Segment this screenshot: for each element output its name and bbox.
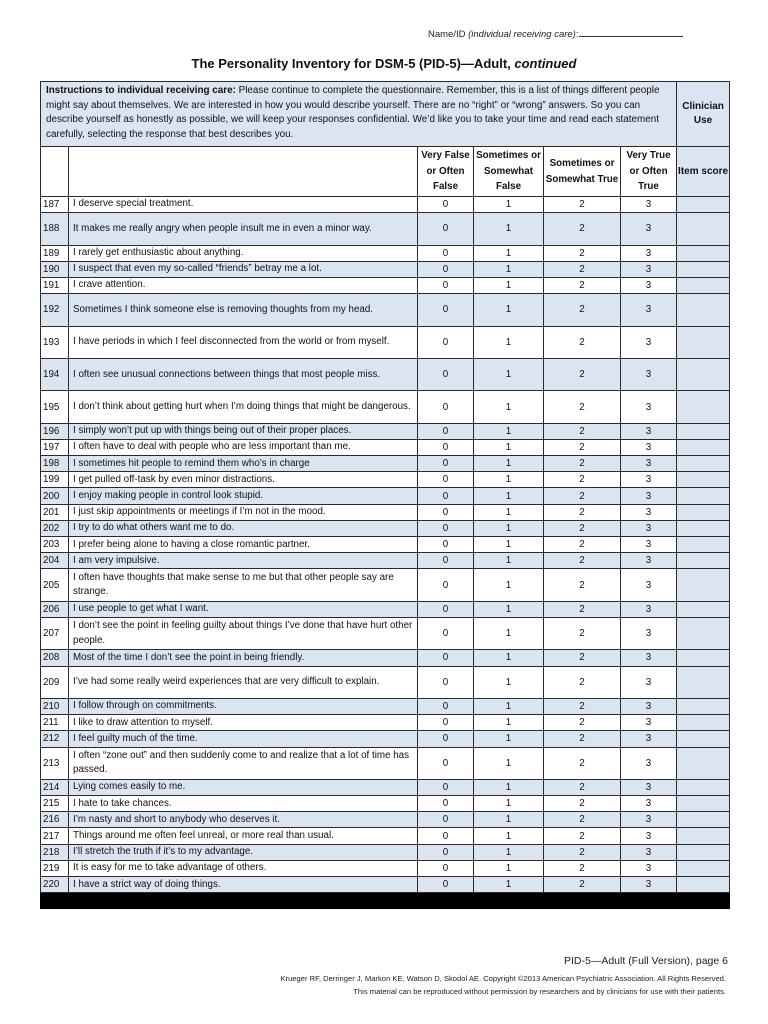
response-somewhat-true[interactable]: 2	[544, 666, 621, 698]
item-statement: I prefer being alone to having a close romantic partner.	[69, 537, 418, 553]
response-somewhat-true[interactable]: 2	[544, 812, 621, 828]
response-somewhat-false[interactable]: 1	[474, 747, 544, 779]
table-row	[41, 488, 730, 504]
col-header-item-score: Item score	[677, 147, 730, 197]
table-row	[41, 666, 730, 698]
item-statement: I often “zone out” and then suddenly come to and realize that a lot of time has passed.	[69, 747, 418, 779]
questionnaire-table	[40, 81, 730, 909]
item-score-cell[interactable]	[677, 358, 730, 390]
item-number: 192	[41, 294, 69, 326]
response-very-false[interactable]: 0	[418, 245, 474, 261]
response-somewhat-true[interactable]: 2	[544, 844, 621, 860]
table-row	[41, 698, 730, 714]
response-very-true[interactable]: 3	[621, 601, 677, 617]
item-number: 188	[41, 213, 69, 245]
item-score-cell[interactable]	[677, 520, 730, 536]
copyright-line: Krueger RF, Derringer J, Markon KE, Watson D, Skodol AE. Copyright ©2013 American Psychiatric Association. All Rights Reserved.	[280, 974, 726, 983]
table-row	[41, 294, 730, 326]
item-number: 189	[41, 245, 69, 261]
response-very-false[interactable]: 0	[418, 796, 474, 812]
response-somewhat-false[interactable]: 1	[474, 844, 544, 860]
questionnaire-body	[41, 197, 730, 893]
title-continued: continued	[514, 56, 577, 71]
response-somewhat-true[interactable]: 2	[544, 617, 621, 649]
item-number: 203	[41, 537, 69, 553]
item-number: 200	[41, 488, 69, 504]
item-score-cell[interactable]	[677, 698, 730, 714]
response-very-false[interactable]: 0	[418, 504, 474, 520]
response-very-false[interactable]: 0	[418, 391, 474, 423]
response-somewhat-true[interactable]: 2	[544, 261, 621, 277]
table-row	[41, 812, 730, 828]
response-somewhat-true[interactable]: 2	[544, 277, 621, 293]
col-header-very-true: Very True or Often True	[621, 147, 677, 197]
item-number: 213	[41, 747, 69, 779]
item-statement: I have periods in which I feel disconnected from the world or from myself.	[69, 326, 418, 358]
item-statement: Most of the time I don’t see the point in being friendly.	[69, 650, 418, 666]
response-very-true[interactable]: 3	[621, 617, 677, 649]
response-somewhat-false[interactable]: 1	[474, 294, 544, 326]
response-somewhat-false[interactable]: 1	[474, 877, 544, 893]
response-very-false[interactable]: 0	[418, 569, 474, 601]
response-somewhat-true[interactable]: 2	[544, 358, 621, 390]
table-row	[41, 650, 730, 666]
response-somewhat-true[interactable]: 2	[544, 569, 621, 601]
response-somewhat-false[interactable]: 1	[474, 666, 544, 698]
item-statement: I often see unusual connections between things that most people miss.	[69, 358, 418, 390]
response-very-true[interactable]: 3	[621, 520, 677, 536]
response-somewhat-true[interactable]: 2	[544, 779, 621, 795]
item-number: 205	[41, 569, 69, 601]
response-very-true[interactable]: 3	[621, 261, 677, 277]
item-statement: I like to draw attention to myself.	[69, 715, 418, 731]
table-row	[41, 245, 730, 261]
response-somewhat-false[interactable]: 1	[474, 326, 544, 358]
response-very-false[interactable]: 0	[418, 488, 474, 504]
response-very-false[interactable]: 0	[418, 828, 474, 844]
response-very-true[interactable]: 3	[621, 812, 677, 828]
response-somewhat-true[interactable]: 2	[544, 877, 621, 893]
response-very-true[interactable]: 3	[621, 213, 677, 245]
table-row	[41, 504, 730, 520]
response-somewhat-true[interactable]: 2	[544, 860, 621, 876]
response-very-true[interactable]: 3	[621, 358, 677, 390]
response-very-true[interactable]: 3	[621, 423, 677, 439]
item-score-cell[interactable]	[677, 456, 730, 472]
response-somewhat-true[interactable]: 2	[544, 650, 621, 666]
item-statement: I’ve had some really weird experiences that are very difficult to explain.	[69, 666, 418, 698]
response-somewhat-false[interactable]: 1	[474, 860, 544, 876]
item-statement: Things around me often feel unreal, or more real than usual.	[69, 828, 418, 844]
table-row	[41, 277, 730, 293]
response-somewhat-true[interactable]: 2	[544, 520, 621, 536]
item-score-cell[interactable]	[677, 472, 730, 488]
table-row	[41, 261, 730, 277]
response-somewhat-false[interactable]: 1	[474, 245, 544, 261]
response-somewhat-true[interactable]: 2	[544, 796, 621, 812]
response-very-false[interactable]: 0	[418, 844, 474, 860]
col-header-very-false: Very False or Often False	[418, 147, 474, 197]
response-very-false[interactable]: 0	[418, 456, 474, 472]
response-somewhat-false[interactable]: 1	[474, 213, 544, 245]
title-main: The Personality Inventory for DSM-5 (PID-5)—Adult,	[191, 56, 515, 71]
name-id-colon: :	[575, 29, 579, 40]
page-number: PID-5—Adult (Full Version), page 6	[564, 955, 728, 967]
item-score-cell[interactable]	[677, 197, 730, 213]
table-row	[41, 569, 730, 601]
name-id-blank-line[interactable]	[579, 28, 683, 37]
response-somewhat-false[interactable]: 1	[474, 472, 544, 488]
item-statement: I feel guilty much of the time.	[69, 731, 418, 747]
response-somewhat-true[interactable]: 2	[544, 731, 621, 747]
name-id-label-italic: (individual receiving care)	[468, 29, 576, 40]
response-very-true[interactable]: 3	[621, 569, 677, 601]
response-somewhat-true[interactable]: 2	[544, 294, 621, 326]
table-row	[41, 537, 730, 553]
item-statement: It makes me really angry when people insult me in even a minor way.	[69, 213, 418, 245]
response-very-false[interactable]: 0	[418, 197, 474, 213]
item-statement: I sometimes hit people to remind them who’s in charge	[69, 456, 418, 472]
item-statement: Lying comes easily to me.	[69, 779, 418, 795]
item-score-cell[interactable]	[677, 666, 730, 698]
item-score-cell[interactable]	[677, 877, 730, 893]
table-row	[41, 828, 730, 844]
item-statement: Sometimes I think someone else is removing thoughts from my head.	[69, 294, 418, 326]
response-very-false[interactable]: 0	[418, 698, 474, 714]
response-very-true[interactable]: 3	[621, 326, 677, 358]
table-row	[41, 423, 730, 439]
item-number: 209	[41, 666, 69, 698]
response-very-false[interactable]: 0	[418, 553, 474, 569]
item-score-cell[interactable]	[677, 504, 730, 520]
item-statement: I crave attention.	[69, 277, 418, 293]
item-score-cell[interactable]	[677, 860, 730, 876]
response-somewhat-true[interactable]: 2	[544, 213, 621, 245]
response-very-true[interactable]: 3	[621, 537, 677, 553]
item-score-cell[interactable]	[677, 439, 730, 455]
response-somewhat-true[interactable]: 2	[544, 698, 621, 714]
response-somewhat-false[interactable]: 1	[474, 715, 544, 731]
item-number: 197	[41, 439, 69, 455]
item-number: 202	[41, 520, 69, 536]
response-very-true[interactable]: 3	[621, 245, 677, 261]
response-somewhat-false[interactable]: 1	[474, 779, 544, 795]
item-number: 211	[41, 715, 69, 731]
response-very-true[interactable]: 3	[621, 277, 677, 293]
item-statement: I rarely get enthusiastic about anything.	[69, 245, 418, 261]
table-row	[41, 358, 730, 390]
item-statement: It is easy for me to take advantage of others.	[69, 860, 418, 876]
item-number: 199	[41, 472, 69, 488]
response-very-true[interactable]: 3	[621, 391, 677, 423]
footer-bar-cell	[41, 893, 730, 909]
table-row	[41, 520, 730, 536]
item-number: 208	[41, 650, 69, 666]
item-statement: I often have thoughts that make sense to me but that other people say are strange.	[69, 569, 418, 601]
permission-line: This material can be reproduced without permission by researchers and by clinicians for use with their patients.	[353, 987, 726, 996]
response-somewhat-false[interactable]: 1	[474, 601, 544, 617]
table-row	[41, 472, 730, 488]
response-somewhat-true[interactable]: 2	[544, 715, 621, 731]
response-somewhat-false[interactable]: 1	[474, 812, 544, 828]
item-statement: I often have to deal with people who are less important than me.	[69, 439, 418, 455]
header-blank-item	[69, 147, 418, 197]
item-statement: I follow through on commitments.	[69, 698, 418, 714]
item-score-cell[interactable]	[677, 553, 730, 569]
response-somewhat-false[interactable]: 1	[474, 391, 544, 423]
response-somewhat-false[interactable]: 1	[474, 261, 544, 277]
response-very-false[interactable]: 0	[418, 537, 474, 553]
item-number: 206	[41, 601, 69, 617]
item-statement: I have a strict way of doing things.	[69, 877, 418, 893]
response-somewhat-true[interactable]: 2	[544, 472, 621, 488]
item-score-cell[interactable]	[677, 812, 730, 828]
response-somewhat-false[interactable]: 1	[474, 358, 544, 390]
name-id-field[interactable]	[428, 28, 683, 40]
response-somewhat-false[interactable]: 1	[474, 504, 544, 520]
response-very-false[interactable]: 0	[418, 520, 474, 536]
response-very-true[interactable]: 3	[621, 439, 677, 455]
item-score-cell[interactable]	[677, 747, 730, 779]
response-very-true[interactable]: 3	[621, 553, 677, 569]
instructions-text: Please continue to complete the questionnaire. Remember, this is a list of things different people might say about themselves. We are interested in how you would describe yourself. There are no “right” or “wrong” answers. So you can describe yourself as honestly as possible, we will keep your responses confidential. We’d like you to take your time and read each statement carefully, selecting the response that best describes you.	[46, 85, 660, 140]
item-statement: I use people to get what I want.	[69, 601, 418, 617]
response-somewhat-true[interactable]: 2	[544, 828, 621, 844]
item-statement: I simply won’t put up with things being out of their proper places.	[69, 423, 418, 439]
item-score-cell[interactable]	[677, 796, 730, 812]
response-somewhat-false[interactable]: 1	[474, 698, 544, 714]
response-somewhat-false[interactable]: 1	[474, 828, 544, 844]
response-very-false[interactable]: 0	[418, 747, 474, 779]
item-number: 220	[41, 877, 69, 893]
item-statement: I suspect that even my so-called “friends” betray me a lot.	[69, 261, 418, 277]
response-very-false[interactable]: 0	[418, 472, 474, 488]
response-somewhat-true[interactable]: 2	[544, 245, 621, 261]
item-number: 196	[41, 423, 69, 439]
item-number: 187	[41, 197, 69, 213]
response-very-true[interactable]: 3	[621, 747, 677, 779]
item-number: 207	[41, 617, 69, 649]
response-very-false[interactable]: 0	[418, 860, 474, 876]
table-row	[41, 617, 730, 649]
response-very-true[interactable]: 3	[621, 197, 677, 213]
item-statement: I don’t think about getting hurt when I’m doing things that might be dangerous.	[69, 391, 418, 423]
item-number: 215	[41, 796, 69, 812]
response-very-true[interactable]: 3	[621, 294, 677, 326]
col-header-somewhat-true: Sometimes or Somewhat True	[544, 147, 621, 197]
item-statement: I get pulled off-task by even minor distractions.	[69, 472, 418, 488]
item-number: 195	[41, 391, 69, 423]
response-somewhat-true[interactable]: 2	[544, 488, 621, 504]
item-number: 198	[41, 456, 69, 472]
item-statement: I deserve special treatment.	[69, 197, 418, 213]
response-somewhat-false[interactable]: 1	[474, 553, 544, 569]
item-score-cell[interactable]	[677, 844, 730, 860]
header-blank-num	[41, 147, 69, 197]
response-very-true[interactable]: 3	[621, 715, 677, 731]
response-very-false[interactable]: 0	[418, 715, 474, 731]
response-somewhat-true[interactable]: 2	[544, 601, 621, 617]
response-somewhat-false[interactable]: 1	[474, 731, 544, 747]
table-row	[41, 213, 730, 245]
table-row	[41, 731, 730, 747]
item-score-cell[interactable]	[677, 617, 730, 649]
item-number: 214	[41, 779, 69, 795]
item-score-cell[interactable]	[677, 423, 730, 439]
table-row	[41, 601, 730, 617]
response-very-true[interactable]: 3	[621, 860, 677, 876]
item-number: 201	[41, 504, 69, 520]
item-score-cell[interactable]	[677, 731, 730, 747]
item-number: 212	[41, 731, 69, 747]
item-statement: I enjoy making people in control look stupid.	[69, 488, 418, 504]
response-very-false[interactable]: 0	[418, 601, 474, 617]
response-very-false[interactable]: 0	[418, 877, 474, 893]
response-somewhat-true[interactable]: 2	[544, 537, 621, 553]
response-very-false[interactable]: 0	[418, 277, 474, 293]
item-score-cell[interactable]	[677, 213, 730, 245]
response-very-false[interactable]: 0	[418, 439, 474, 455]
item-score-cell[interactable]	[677, 828, 730, 844]
table-row	[41, 439, 730, 455]
table-row	[41, 877, 730, 893]
item-number: 219	[41, 860, 69, 876]
item-score-cell[interactable]	[677, 779, 730, 795]
response-somewhat-true[interactable]: 2	[544, 504, 621, 520]
table-row	[41, 747, 730, 779]
item-score-cell[interactable]	[677, 326, 730, 358]
item-statement: I try to do what others want me to do.	[69, 520, 418, 536]
item-score-cell[interactable]	[677, 261, 730, 277]
response-very-false[interactable]: 0	[418, 423, 474, 439]
response-somewhat-false[interactable]: 1	[474, 537, 544, 553]
item-statement: I don’t see the point in feeling guilty about things I’ve done that have hurt other people.	[69, 617, 418, 649]
item-score-cell[interactable]	[677, 294, 730, 326]
response-somewhat-true[interactable]: 2	[544, 391, 621, 423]
item-score-cell[interactable]	[677, 537, 730, 553]
response-very-true[interactable]: 3	[621, 731, 677, 747]
response-very-true[interactable]: 3	[621, 779, 677, 795]
item-number: 210	[41, 698, 69, 714]
item-number: 204	[41, 553, 69, 569]
item-statement: I just skip appointments or meetings if I’m not in the mood.	[69, 504, 418, 520]
response-somewhat-true[interactable]: 2	[544, 553, 621, 569]
response-somewhat-false[interactable]: 1	[474, 650, 544, 666]
response-very-true[interactable]: 3	[621, 650, 677, 666]
table-row	[41, 391, 730, 423]
response-very-true[interactable]: 3	[621, 844, 677, 860]
table-row	[41, 715, 730, 731]
response-very-false[interactable]: 0	[418, 261, 474, 277]
response-very-false[interactable]: 0	[418, 650, 474, 666]
response-somewhat-false[interactable]: 1	[474, 617, 544, 649]
response-very-true[interactable]: 3	[621, 504, 677, 520]
response-very-false[interactable]: 0	[418, 213, 474, 245]
item-score-cell[interactable]	[677, 245, 730, 261]
response-somewhat-true[interactable]: 2	[544, 456, 621, 472]
instructions-heading: Instructions to individual receiving care:	[46, 85, 236, 96]
response-very-false[interactable]: 0	[418, 666, 474, 698]
table-row	[41, 456, 730, 472]
response-somewhat-false[interactable]: 1	[474, 277, 544, 293]
item-score-cell[interactable]	[677, 488, 730, 504]
page-title	[0, 56, 768, 71]
response-very-true[interactable]: 3	[621, 456, 677, 472]
response-somewhat-false[interactable]: 1	[474, 423, 544, 439]
item-score-cell[interactable]	[677, 715, 730, 731]
item-score-cell[interactable]	[677, 650, 730, 666]
table-row	[41, 844, 730, 860]
item-statement: I am very impulsive.	[69, 553, 418, 569]
item-score-cell[interactable]	[677, 569, 730, 601]
item-number: 217	[41, 828, 69, 844]
response-very-true[interactable]: 3	[621, 796, 677, 812]
item-number: 218	[41, 844, 69, 860]
table-row	[41, 553, 730, 569]
response-somewhat-true[interactable]: 2	[544, 747, 621, 779]
response-somewhat-false[interactable]: 1	[474, 456, 544, 472]
response-somewhat-true[interactable]: 2	[544, 197, 621, 213]
item-statement: I’ll stretch the truth if it’s to my advantage.	[69, 844, 418, 860]
response-somewhat-true[interactable]: 2	[544, 326, 621, 358]
response-very-false[interactable]: 0	[418, 779, 474, 795]
response-very-true[interactable]: 3	[621, 698, 677, 714]
item-number: 190	[41, 261, 69, 277]
response-very-true[interactable]: 3	[621, 666, 677, 698]
table-row	[41, 860, 730, 876]
response-somewhat-true[interactable]: 2	[544, 439, 621, 455]
response-somewhat-false[interactable]: 1	[474, 520, 544, 536]
response-very-false[interactable]: 0	[418, 617, 474, 649]
table-row	[41, 326, 730, 358]
response-very-false[interactable]: 0	[418, 731, 474, 747]
name-id-label: Name/ID	[428, 29, 469, 40]
response-somewhat-false[interactable]: 1	[474, 569, 544, 601]
item-score-cell[interactable]	[677, 391, 730, 423]
response-very-false[interactable]: 0	[418, 358, 474, 390]
response-very-true[interactable]: 3	[621, 877, 677, 893]
response-somewhat-false[interactable]: 1	[474, 439, 544, 455]
response-very-false[interactable]: 0	[418, 326, 474, 358]
clinician-use-header: Clinician Use	[677, 82, 730, 147]
table-footer-bar	[41, 893, 730, 909]
response-somewhat-false[interactable]: 1	[474, 796, 544, 812]
item-number: 193	[41, 326, 69, 358]
item-statement: I hate to take chances.	[69, 796, 418, 812]
response-very-true[interactable]: 3	[621, 472, 677, 488]
response-somewhat-true[interactable]: 2	[544, 423, 621, 439]
response-very-true[interactable]: 3	[621, 488, 677, 504]
item-number: 191	[41, 277, 69, 293]
col-header-somewhat-false: Sometimes or Somewhat False	[474, 147, 544, 197]
table-row	[41, 779, 730, 795]
table-row	[41, 197, 730, 213]
response-somewhat-false[interactable]: 1	[474, 488, 544, 504]
item-score-cell[interactable]	[677, 601, 730, 617]
response-very-true[interactable]: 3	[621, 828, 677, 844]
item-number: 194	[41, 358, 69, 390]
item-number: 216	[41, 812, 69, 828]
item-score-cell[interactable]	[677, 277, 730, 293]
response-very-false[interactable]: 0	[418, 812, 474, 828]
response-somewhat-false[interactable]: 1	[474, 197, 544, 213]
table-row	[41, 796, 730, 812]
instructions-box	[41, 82, 677, 147]
response-very-false[interactable]: 0	[418, 294, 474, 326]
item-statement: I’m nasty and short to anybody who deserves it.	[69, 812, 418, 828]
